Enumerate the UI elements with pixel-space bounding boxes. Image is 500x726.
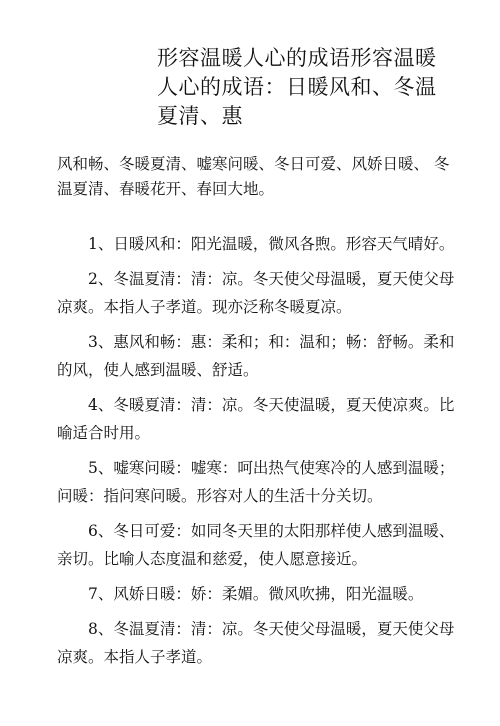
list-item: 3、惠风和畅：惠：柔和；和：温和；畅：舒畅。柔和的风，使人感到温暖、舒适。	[57, 333, 455, 379]
list-item: 2、冬温夏清：清：凉。冬天使父母温暖，夏天使父母凉爽。本指人子孝道。现亦泛称冬暖夏凉。	[57, 270, 455, 316]
document-title: 形容温暖人心的成语形容温暖人心的成语：日暖风和、冬温夏清、惠	[157, 46, 437, 128]
list-item: 5、嘘寒问暖：嘘寒：呵出热气使寒冷的人感到温暖；问暖：指问寒问暖。形容对人的生活十分关切。	[57, 459, 455, 505]
list-item: 8、冬温夏清：清：凉。冬天使父母温暖，夏天使父母凉爽。本指人子孝道。	[57, 620, 455, 666]
list-item: 6、冬日可爱：如同冬天里的太阳那样使人感到温暖、亲切。比喻人态度温和慈爱，使人愿意接近。	[57, 522, 455, 568]
intro-paragraph: 风和畅、冬暖夏清、嘘寒问暖、冬日可爱、风娇日暖、 冬温夏清、春暖花开、春回大地。	[57, 155, 450, 198]
list-item: 7、风娇日暖：娇：柔媚。微风吹拂，阳光温暖。	[88, 585, 424, 603]
list-item: 4、冬暖夏清：清：凉。冬天使温暖，夏天使凉爽。比喻适合时用。	[57, 396, 455, 442]
list-item: 1、日暖风和：阳光温暖，微风各煦。形容天气晴好。	[88, 235, 455, 253]
idiom-list	[57, 230, 457, 678]
